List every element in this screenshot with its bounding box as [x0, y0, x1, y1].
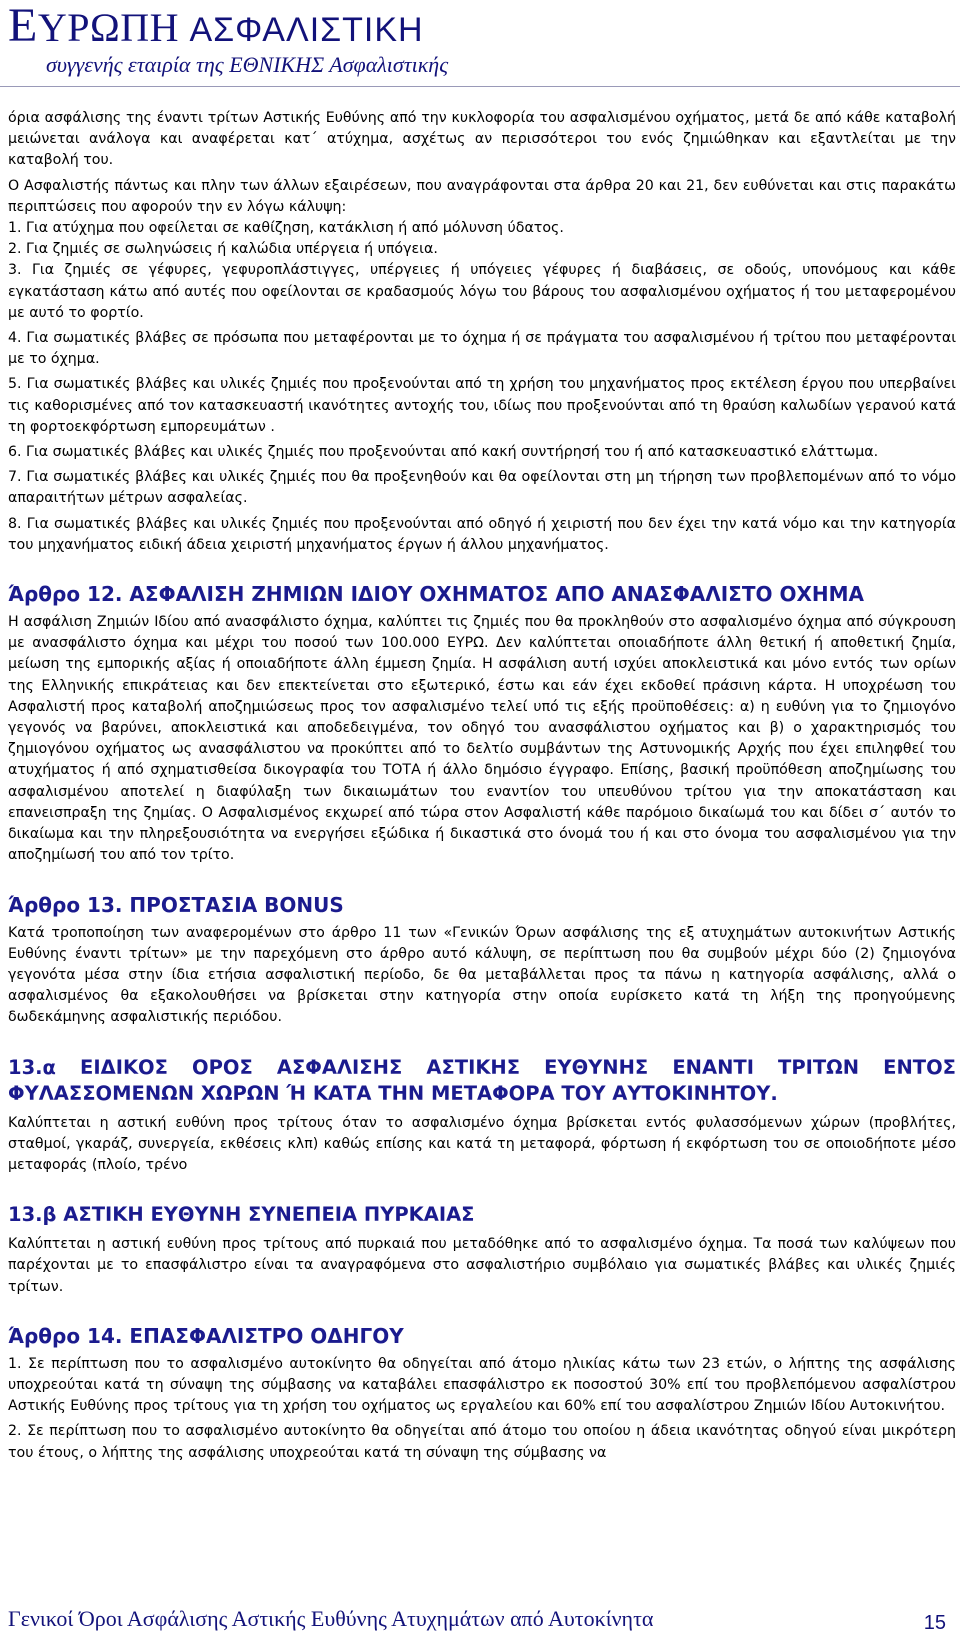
- company-name-initial: Ε: [8, 0, 38, 52]
- list-item: 4. Για σωματικές βλάβες σε πρόσωπα που μεταφέρονται με το όχημα ή σε πράγματα του ασφαλισμένου ή τρίτου που μεταφέρονται με το όχημα.: [8, 330, 956, 368]
- list-item: 2. Για ζημιές σε σωληνώσεις ή καλώδια υπέργεια ή υπόγεια.: [8, 241, 438, 258]
- company-subtitle: συγγενής εταιρία της ΕΘΝΙΚΗΣ Ασφαλιστικής: [46, 52, 449, 77]
- document-body: [8, 108, 956, 1468]
- section-13a-text: Καλύπτεται η αστική ευθύνη προς τρίτους όταν το ασφαλισμένο όχημα βρίσκεται εντός φυλασσόμενων χώρων (προβλήτες, σταθμοί, γκαράζ, συνεργεία, εκθέσεις κλπ) καθώς επίσης και κατά τη μεταφορά, φόρτωση ή εκφόρτωση του σε οποιοδήποτε μέσο μεταφοράς (πλοίο, τρένο: [8, 1114, 956, 1173]
- section-13b-text: Καλύπτεται η αστική ευθύνη προς τρίτους από πυρκαιά που μεταδόθηκε από το ασφαλισμένο όχημα. Τα ποσά των καλύψεων που παρέχονται με το επασφάλιστρο είναι τα αναγραφόμενα στο ασφαλιστήριο συμβόλαιο για σωματικές βλάβες και υλικές ζημιές τρίτων.: [8, 1236, 956, 1295]
- company-name-first-word: ΥΡΩΠΗ: [37, 5, 179, 50]
- list-item: 5. Για σωματικές βλάβες και υλικές ζημιές που προξενούνται από τη χρήση του μηχανήματος προς εκτέλεση έργου που υπερβαίνει τις καθορισμένες από τον κατασκευαστή ικανότητες αντοχής του, ιδίως που προξενούνται από τη θραύση καλωδίων γερανού κατά τη φορτοεκφόρτωση εμπορευμάτων .: [8, 376, 956, 435]
- article-14-title: ΕΠΑΣΦΑΛΙΣΤΡΟ ΟΔΗΓΟΥ: [129, 1323, 404, 1348]
- paragraph-exclusions-intro: Ο Ασφαλιστής πάντως και πλην των άλλων εξαιρέσεων, που αναγράφονται στα άρθρα 20 και 21, δεν ευθύνεται και στις παρακάτω περιπτώσεις που αφορούν την εν λόγω κάλυψη:: [8, 177, 956, 215]
- article-13-text: Κατά τροποποίηση των αναφερομένων στο άρθρο 11 των «Γενικών Όρων ασφάλισης της εξ ατυχημάτων αυτοκινήτων Αστικής Ευθύνης έναντι τρίτων» με την παρεχόμενη στο άρθρο αυτό κάλυψη, σε περίπτωση που θα συμβούν μέχρι δύο (2) ζημιογόνα γεγονότα μέσα στην ίδια ετήσια ασφαλιστική περίοδο, δε θα μεταβάλλεται προς τα πάνω η κατηγορία ασφάλισης, αλλά ο ασφαλισμένος θα εξακολουθήσει να βρίσκεται στην κατηγορία στην οποία ευρίσκετο κατά τη λήξη της προηγούμενης δωδεκάμηνης ασφαλιστικής περιόδου.: [8, 924, 956, 1026]
- list-item: 6. Για σωματικές βλάβες και υλικές ζημιές που προξενούνται από κακή συντήρησή του ή από κατασκευαστικό ελάττωμα.: [8, 444, 879, 461]
- page-number: 15: [923, 1612, 946, 1634]
- article-13-label: Άρθρο 13.: [8, 892, 123, 917]
- footer-title: Γενικοί Όροι Ασφάλισης Αστικής Ευθύνης Ατυχημάτων από Αυτοκίνητα: [8, 1606, 654, 1631]
- section-13a-heading: 13.α ΕΙΔΙΚΟΣ ΟΡΟΣ ΑΣΦΑΛΙΣΗΣ ΑΣΤΙΚΗΣ ΕΥΘΥΝΗΣ ΕΝΑΝΤΙ ΤΡΙΤΩΝ ΕΝΤΟΣ ΦΥΛΑΣΣΟΜΕΝΩΝ ΧΩΡΩΝ Ή ΚΑΤΑ ΤΗΝ ΜΕΤΑΦΟΡΑ ΤΟΥ ΑΥΤΟΚΙΝΗΤΟΥ.: [8, 1055, 956, 1105]
- article-13-title: ΠΡΟΣΤΑΣΙΑ BONUS: [129, 892, 344, 917]
- list-item: 8. Για σωματικές βλάβες και υλικές ζημιές που προξενούνται από οδηγό ή χειριστή που δεν έχει την κατά νόμο και την κατηγορία του μηχανήματος ειδική άδεια χειριστή μηχανήματος έργων ή άλλου μηχανήματος.: [8, 515, 956, 553]
- article-13-heading: [8, 893, 956, 917]
- page-header: [8, 0, 449, 78]
- article-12-text: Η ασφάλιση Ζημιών Ιδίου από ανασφάλιστο όχημα, καλύπτει τις ζημιές που θα προκληθούν στο ασφαλισμένο όχημα από σύγκρουση με ανασφάλιστο όχημα και μέχρι του ποσού των 100.000 ΕΥΡΩ. Δεν καλύπτεται οποιαδήποτε άλλη θετική ή αποθετική ζημία, μείωση της εμπορικής αξίας ή οποιαδήποτε άλλη έμμεση ζημία. Η ασφάλιση αυτή ισχύει αποκλειστικά και μόνο εντός των ορίων της Ελληνικής επικράτειας και δεν επεκτείνεται στο εξωτερικό, έστω και εάν έχει εκδοθεί πράσινη κάρτα. Η υποχρέωση του Ασφαλιστή προς καταβολή αποζημιώσεως προς τον ασφαλισμένο τελεί υπό τις εξής προϋποθέσεις: α) η ευθύνη για το ζημιογόνο γεγονός να βαρύνει, αποκλειστικά και αποδεδειγμένα, τον οδηγό του ανασφάλιστου οχήματος και β) ο χαρακτηρισμός του ζημιογόνου οχήματος ως ανασφάλιστου να προκύπτει από το δελτίο συμβάντων της Αστυνομικής Αρχής που έχει επιληφθεί του ατυχήματος ή από σχηματισθείσα δικογραφία του ΤΟΤΑ ή άλλο δημόσιο έγγραφο. Επίσης, βασική προϋπόθεση αποζημίωσης του ασφαλισμένου αποτελεί η διαφύλαξη των δικαιωμάτων του εναντίον του υπευθύνου τρίτου για την αποκατάσταση και επανεισπραξη της ζημίας. Ο Ασφαλισμένος εκχωρεί από τώρα στον Ασφαλιστή κάθε παρόμοιο δικαίωμά του και δίδει σ΄ αυτόν το δικαίωμα και την πληρεξουσιότητα να ενεργήσει εξώδικα ή δικαστικά στο όνομά του ή και στο όνομα του ασφαλισμένου για την αποζημίωσή του από τον τρίτο.: [8, 614, 956, 864]
- paragraph-limits: όρια ασφάλισης της έναντι τρίτων Αστικής Ευθύνης από την κυκλοφορία του ασφαλισμένου οχήματος, μετά δε από κάθε καταβολή μειώνεται ανάλογα και αναφέρεται κατ΄ ατύχημα, ασχέτως αν περισσότεροι του ενός ζημιώθηκαν και εξαντλείται με την καταβολή του.: [8, 110, 956, 169]
- article-14-label: Άρθρο 14.: [8, 1323, 123, 1348]
- list-item: 2. Σε περίπτωση που το ασφαλισμένο αυτοκίνητο θα οδηγείται από άτομο του οποίου η άδεια ικανότητας οδηγού είναι μικρότερη του έτους, ο λήπτης της ασφάλισης υποχρεούται κατά τη σύναψη της σύμβασης να: [8, 1423, 956, 1461]
- list-item: 7. Για σωματικές βλάβες και υλικές ζημιές που θα προξενηθούν και θα οφείλονται στη μη τήρηση των προβλεπομένων από το νόμο απαραιτήτων μέτρων ασφαλείας.: [8, 469, 956, 507]
- list-item: 1. Για ατύχημα που οφείλεται σε καθίζηση, κατάκλιση ή από μόλυνση ύδατος.: [8, 220, 564, 237]
- company-name-second-word: ΑΣΦΑΛΙΣΤΙΚΗ: [189, 11, 424, 49]
- section-13b-heading: 13.β ΑΣΤΙΚΗ ΕΥΘΥΝΗ ΣΥΝΕΠΕΙΑ ΠΥΡΚΑΙΑΣ: [8, 1203, 475, 1227]
- article-12-title: ΑΣΦΑΛΙΣΗ ΖΗΜΙΩΝ ΙΔΙΟΥ ΟΧΗΜΑΤΟΣ ΑΠΟ ΑΝΑΣΦΑΛΙΣΤΟ ΟΧΗΜΑ: [129, 582, 864, 607]
- list-item: 3. Για ζημιές σε γέφυρες, γεφυροπλάστιγγες, υπέργειες ή υπόγειες γέφυρες ή διαβάσεις, σε οδούς, υπονόμους και κάθε εγκατάσταση κάτω από αυτές που οφείλονται σε κραδασμούς λόγω του βάρους του ασφαλισμένου οχήματος ή του μεταφερομένου με αυτό το φορτίο.: [8, 262, 956, 321]
- article-12-label: Άρθρο 12.: [8, 582, 123, 607]
- header-divider: [0, 86, 960, 87]
- list-item: 1. Σε περίπτωση που το ασφαλισμένο αυτοκίνητο θα οδηγείται από άτομο ηλικίας κάτω των 23 ετών, ο λήπτης της ασφάλισης υποχρεούται κατά τη σύναψη της σύμβασης να καταβάλει επασφάλιστρο εκ ποσοστού 30% επί του προβλεπόμενου ασφαλίστρου Αστικής Ευθύνης προς τρίτους για τη χρήση του οχήματος ως εργαλείου και 60% επί του ασφαλίστρου Ζημιών Ιδίου Αυτοκινήτου.: [8, 1355, 956, 1415]
- company-logo: [8, 0, 448, 52]
- article-12-heading: [8, 582, 956, 606]
- article-14-heading: [8, 1324, 956, 1348]
